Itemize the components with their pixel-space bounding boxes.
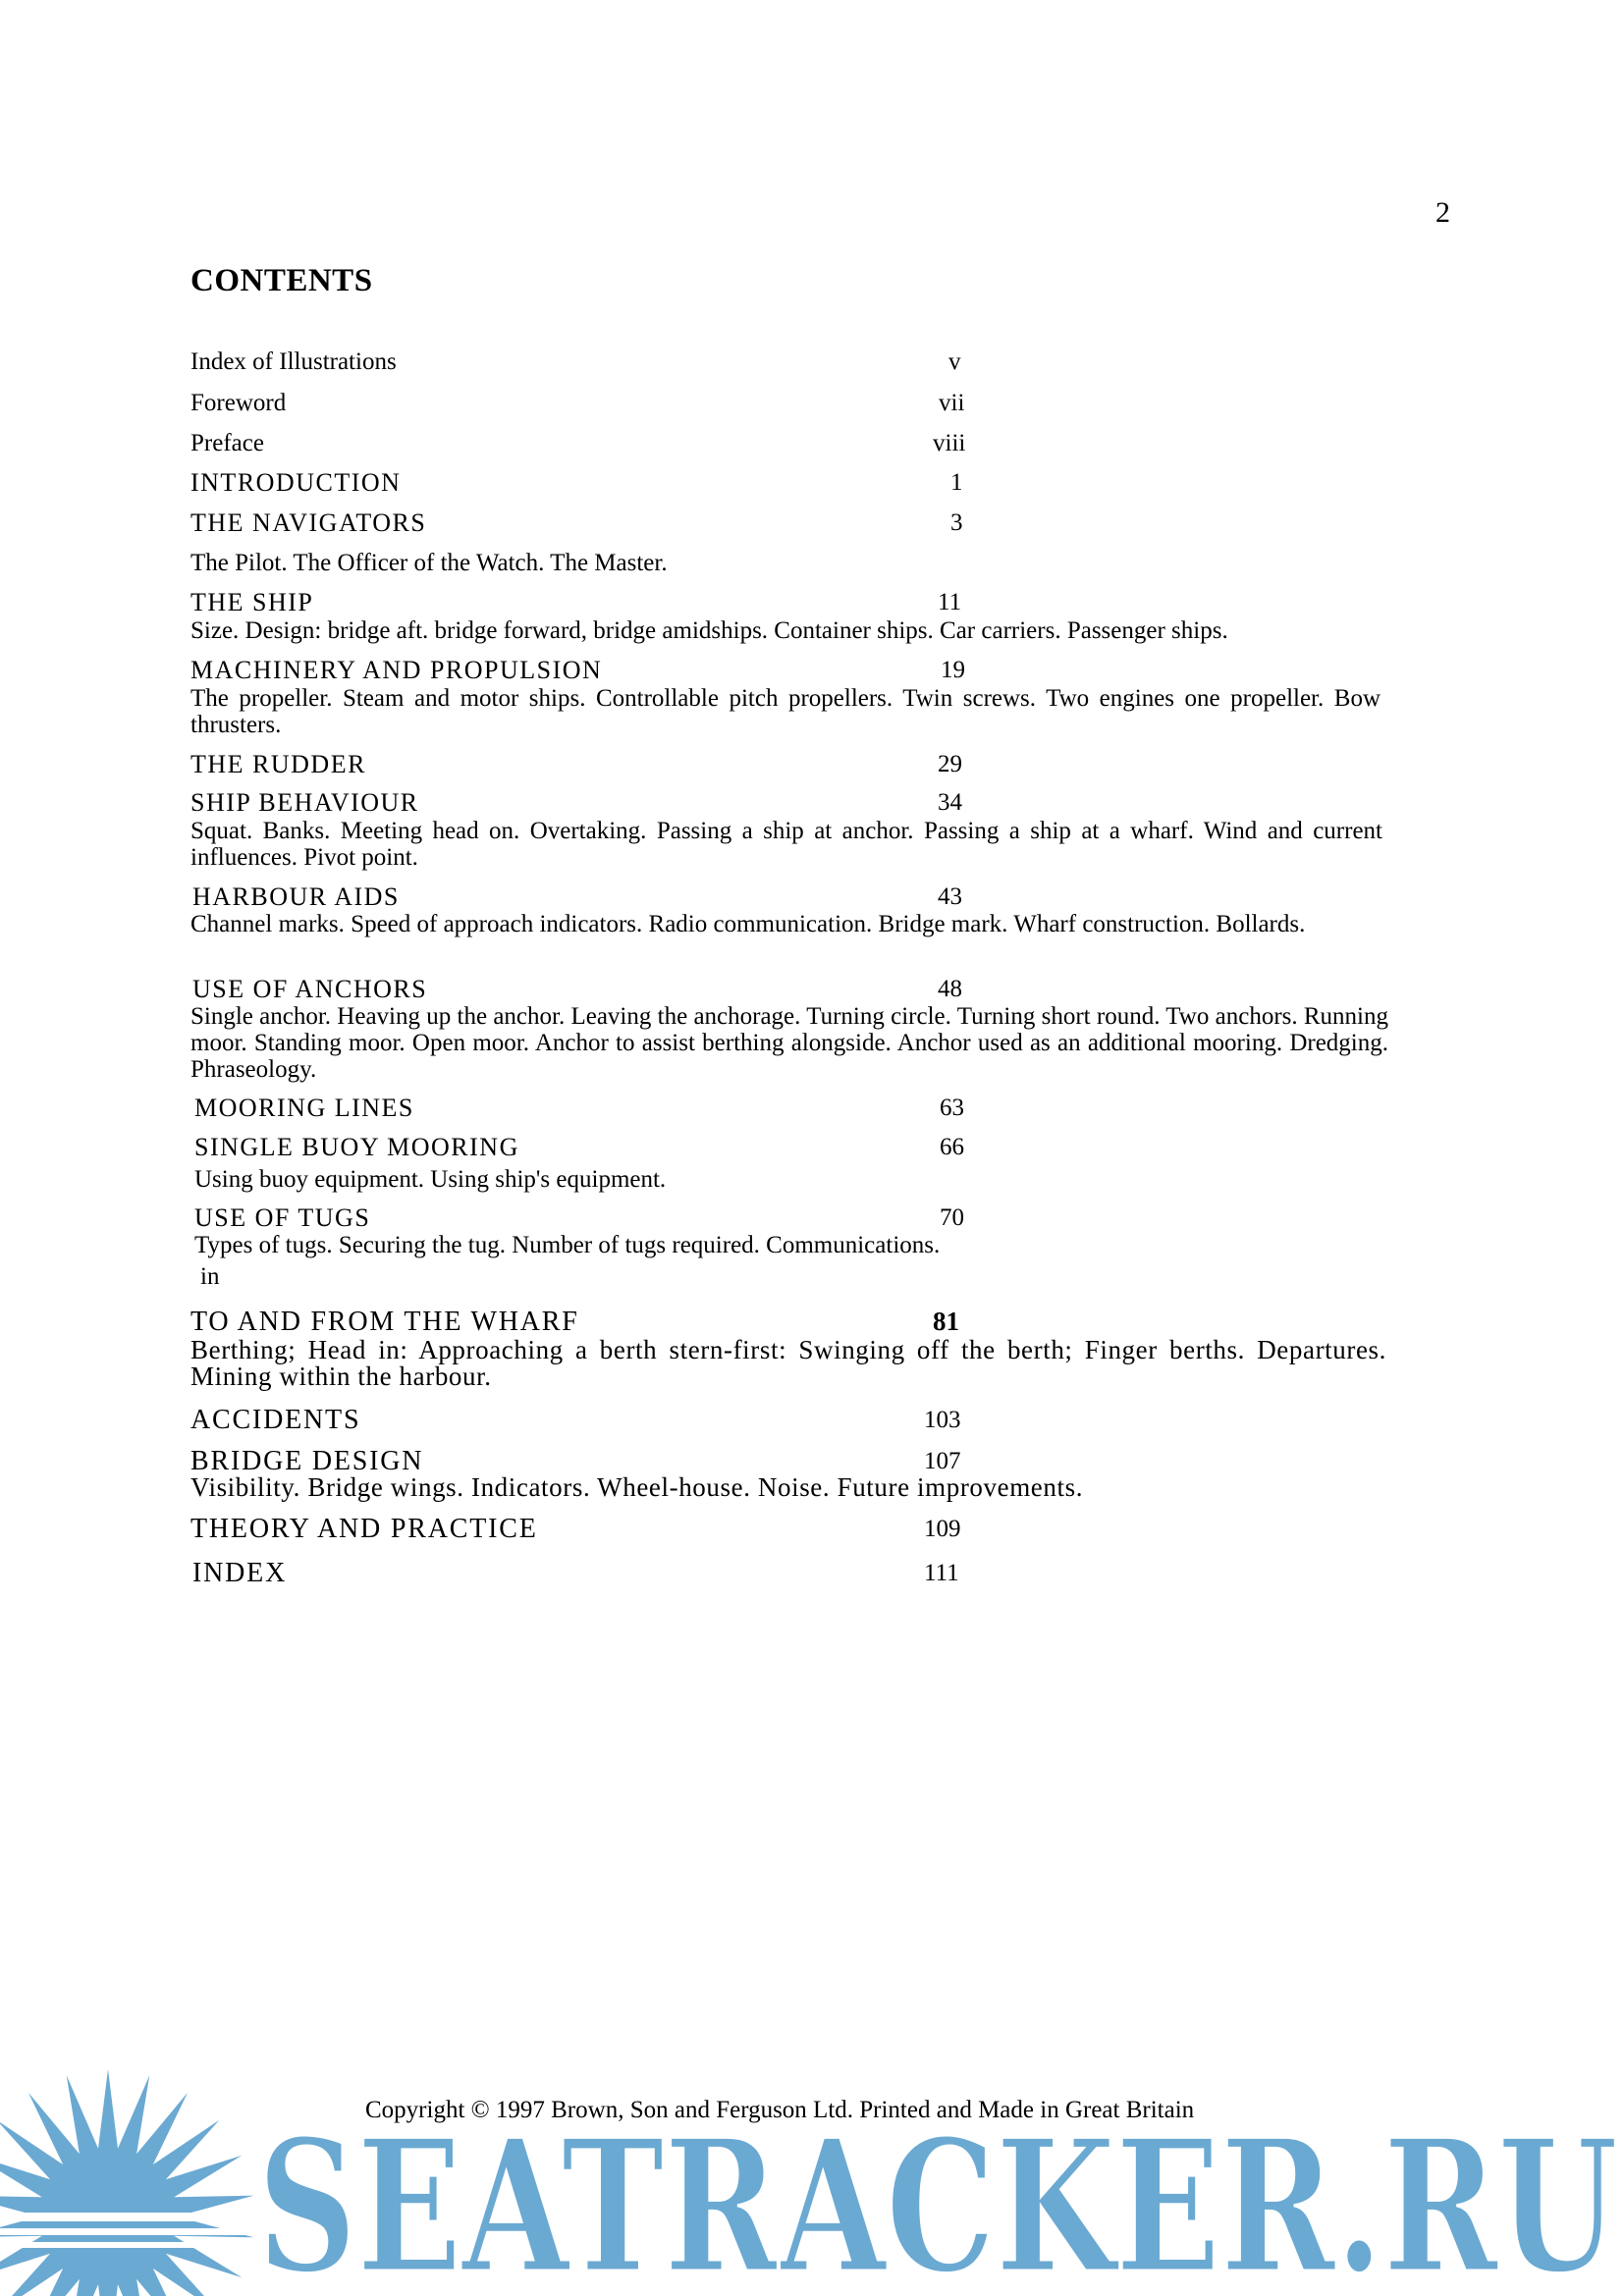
toc-entry-title: THE RUDDER	[190, 750, 366, 778]
copyright-notice: Copyright © 1997 Brown, Son and Ferguson Ltd. Printed and Made in Great Britain	[365, 2097, 1195, 2123]
toc-entry-page: 81	[933, 1307, 959, 1336]
toc-entry-title: Foreword	[190, 390, 287, 416]
toc-entry-description: Types of tugs. Securing the tug. Number of tugs required. Communications.	[194, 1232, 941, 1258]
toc-entry-page: 29	[938, 751, 962, 777]
toc-entry-title: MACHINERY AND PROPULSION	[190, 656, 603, 684]
toc-entry-page: 48	[938, 976, 962, 1002]
toc-entry-title: INDEX	[192, 1558, 288, 1588]
toc-entry-page: 66	[940, 1134, 964, 1160]
toc-entry-page: 3	[950, 509, 963, 536]
toc-entry-description: Using buoy equipment. Using ship's equipment.	[194, 1166, 667, 1193]
toc-entry-page: 11	[938, 589, 962, 615]
toc-entry-description: The Pilot. The Officer of the Watch. The Master.	[190, 550, 668, 576]
toc-entry-title: MOORING LINES	[194, 1094, 414, 1122]
toc-entry-page: 34	[938, 789, 962, 816]
toc-entry-page: 63	[940, 1095, 964, 1121]
toc-entry-page: 109	[924, 1516, 961, 1542]
toc-entry-page: 43	[938, 883, 962, 910]
toc-entry-description: Size. Design: bridge aft. bridge forward, bridge amidships. Container ships. Car carriers. Passenger ships.	[190, 617, 1228, 644]
toc-entry-description: Squat. Banks. Meeting head on. Overtaking. Passing a ship at anchor. Passing a ship at a wharf. Wind and current influences. Pivot point.	[190, 818, 1382, 871]
toc-entry-title: HARBOUR AIDS	[192, 882, 400, 911]
toc-entry-title: Preface	[190, 430, 264, 456]
toc-entry-page: 70	[940, 1204, 964, 1231]
toc-entry-title: SINGLE BUOY MOORING	[194, 1133, 519, 1161]
toc-entry-title: ACCIDENTS	[190, 1405, 361, 1435]
toc-entry-page: vii	[939, 390, 965, 416]
toc-entry-page: v	[948, 348, 961, 375]
toc-entry-title: BRIDGE DESIGN	[190, 1446, 424, 1476]
toc-entry-title: THE SHIP	[190, 588, 314, 616]
toc-entry-title: SHIP BEHAVIOUR	[190, 788, 419, 817]
toc-entry-title: USE OF ANCHORS	[192, 975, 428, 1003]
watermark-logo	[0, 2069, 1624, 2296]
toc-entry-title: TO AND FROM THE WHARF	[190, 1307, 579, 1337]
toc-entry-page: 111	[924, 1560, 959, 1586]
toc-entry-description: Visibility. Bridge wings. Indicators. Wheel-house. Noise. Future improvements.	[190, 1472, 1084, 1502]
toc-entry-title: INTRODUCTION	[190, 468, 402, 497]
toc-entry-page: 19	[941, 657, 965, 683]
sun-icon	[0, 2069, 254, 2296]
toc-entry-description: Channel marks. Speed of approach indicators. Radio communication. Bridge mark. Wharf construction. Bollards.	[190, 911, 1306, 937]
toc-entry-description: The propeller. Steam and motor ships. Controllable pitch propellers. Twin screws. Two engines one propeller. Bow thrusters.	[190, 685, 1380, 738]
toc-entry-title: Index of Illustrations	[190, 348, 397, 375]
toc-entry-title: THE NAVIGATORS	[190, 508, 427, 537]
toc-entry-page: viii	[933, 430, 966, 456]
toc-entry-page: 103	[924, 1407, 961, 1433]
toc-entry-page: 107	[924, 1448, 961, 1474]
toc-entry-description: Berthing; Head in: Approaching a berth stern-first: Swinging off the berth; Finger berths. Departures. Mining within the harbour.	[190, 1335, 1386, 1391]
toc-entry-title: USE OF TUGS	[194, 1203, 371, 1232]
toc-entry-description: Single anchor. Heaving up the anchor. Leaving the anchorage. Turning circle. Turning short round. Two anchors. Running moor. Standing moor. Open moor. Anchor to assist berthing alongside. Anchor used as an additional mooring. Dredging. Phraseology.	[190, 1003, 1388, 1083]
page-title: CONTENTS	[190, 263, 373, 298]
toc-entry-title: THEORY AND PRACTICE	[190, 1514, 538, 1544]
watermark-text: SEATRACKER.RU	[257, 2099, 1618, 2296]
page-number: 2	[1435, 196, 1450, 229]
toc-entry-page: 1	[950, 469, 963, 496]
stray-text: in	[200, 1263, 220, 1290]
